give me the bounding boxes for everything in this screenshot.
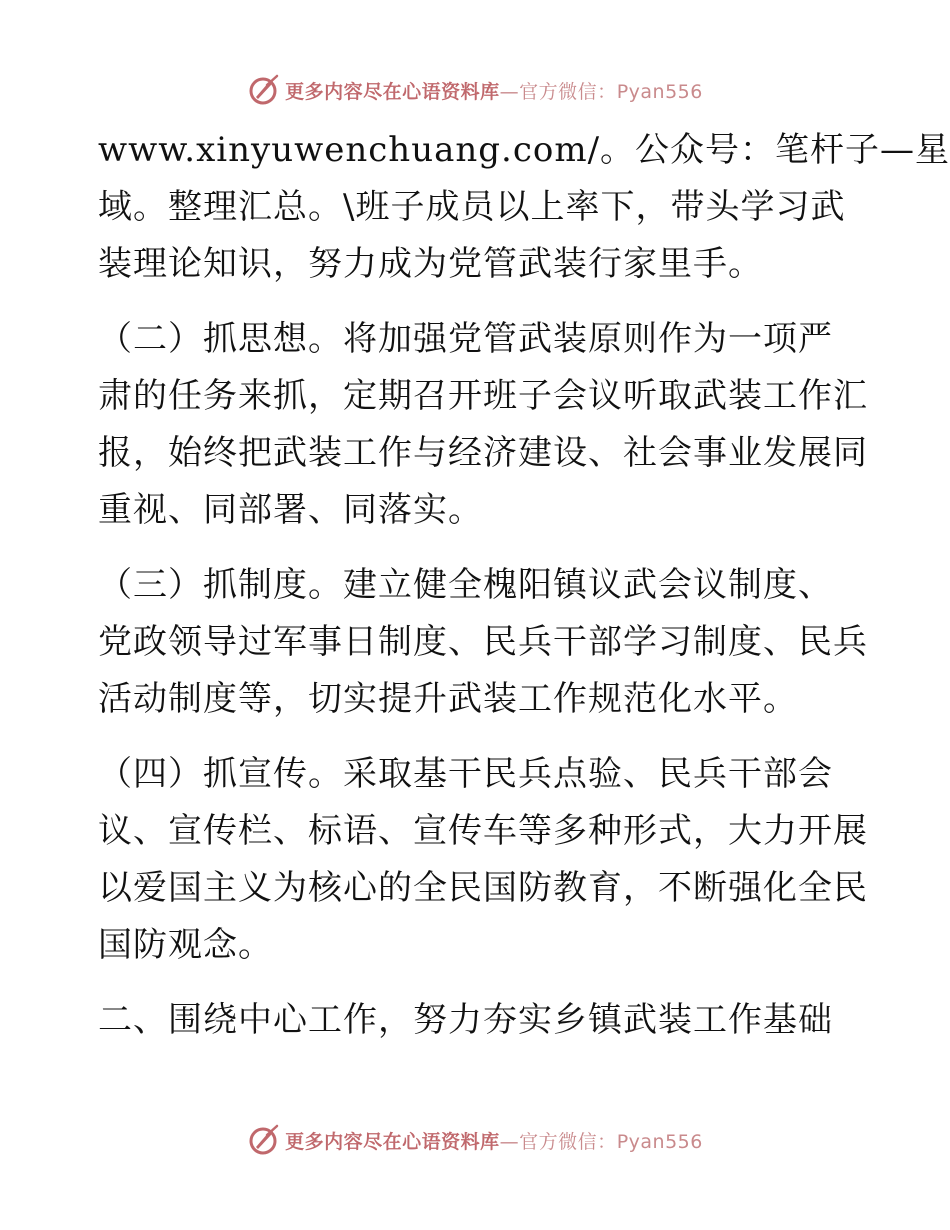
paragraph	[98, 122, 950, 293]
header-watermark	[0, 70, 950, 110]
watermark-dash: —	[499, 80, 520, 103]
text-line: 国防观念。	[98, 925, 273, 965]
watermark-text: 更多内容尽在心语资料库	[285, 1130, 500, 1153]
text-line: www.xinyuwenchuang.com/。公众号：笔杆子—星	[98, 130, 950, 170]
text-line: 装理论知识，努力成为党管武装行家里手。	[98, 244, 763, 284]
document-body	[98, 122, 950, 1049]
text-line: 报，始终把武装工作与经济建设、社会事业发展同	[98, 433, 868, 473]
paragraph	[98, 311, 868, 539]
text-line: （三）抓制度。建立健全槐阳镇议武会议制度、	[98, 565, 833, 605]
quill-pen-logo-icon	[247, 1123, 281, 1157]
text-line: 党政领导过军事日制度、民兵干部学习制度、民兵	[98, 622, 868, 662]
text-line: 以爱国主义为核心的全民国防教育，不断强化全民	[98, 868, 868, 908]
text-line: 肃的任务来抓，定期召开班子会议听取武装工作汇	[98, 376, 868, 416]
text-line: 域。整理汇总。\班子成员以上率下，带头学习武	[98, 187, 846, 227]
watermark-dash: —	[499, 1130, 520, 1153]
section-heading	[98, 992, 858, 1049]
paragraph	[98, 557, 868, 728]
watermark-text: 更多内容尽在心语资料库	[285, 80, 500, 103]
paragraph	[98, 746, 868, 974]
heading-line: 二、围绕中心工作，努力夯实乡镇武装工作基础	[98, 1000, 833, 1040]
text-line: （四）抓宣传。采取基干民兵点验、民兵干部会	[98, 754, 833, 794]
text-line: 活动制度等，切实提升武装工作规范化水平。	[98, 679, 798, 719]
text-line: 议、宣传栏、标语、宣传车等多种形式，大力开展	[98, 811, 868, 851]
watermark-wechat-label: 官方微信：	[519, 80, 617, 103]
watermark-wechat-label: 官方微信：	[519, 1130, 617, 1153]
quill-pen-logo-icon	[247, 73, 281, 107]
watermark-wechat-id: Pyan556	[616, 1130, 703, 1153]
footer-watermark	[0, 1120, 950, 1160]
text-line: （二）抓思想。将加强党管武装原则作为一项严	[98, 319, 833, 359]
text-line: 重视、同部署、同落实。	[98, 490, 483, 530]
watermark-wechat-id: Pyan556	[616, 80, 703, 103]
